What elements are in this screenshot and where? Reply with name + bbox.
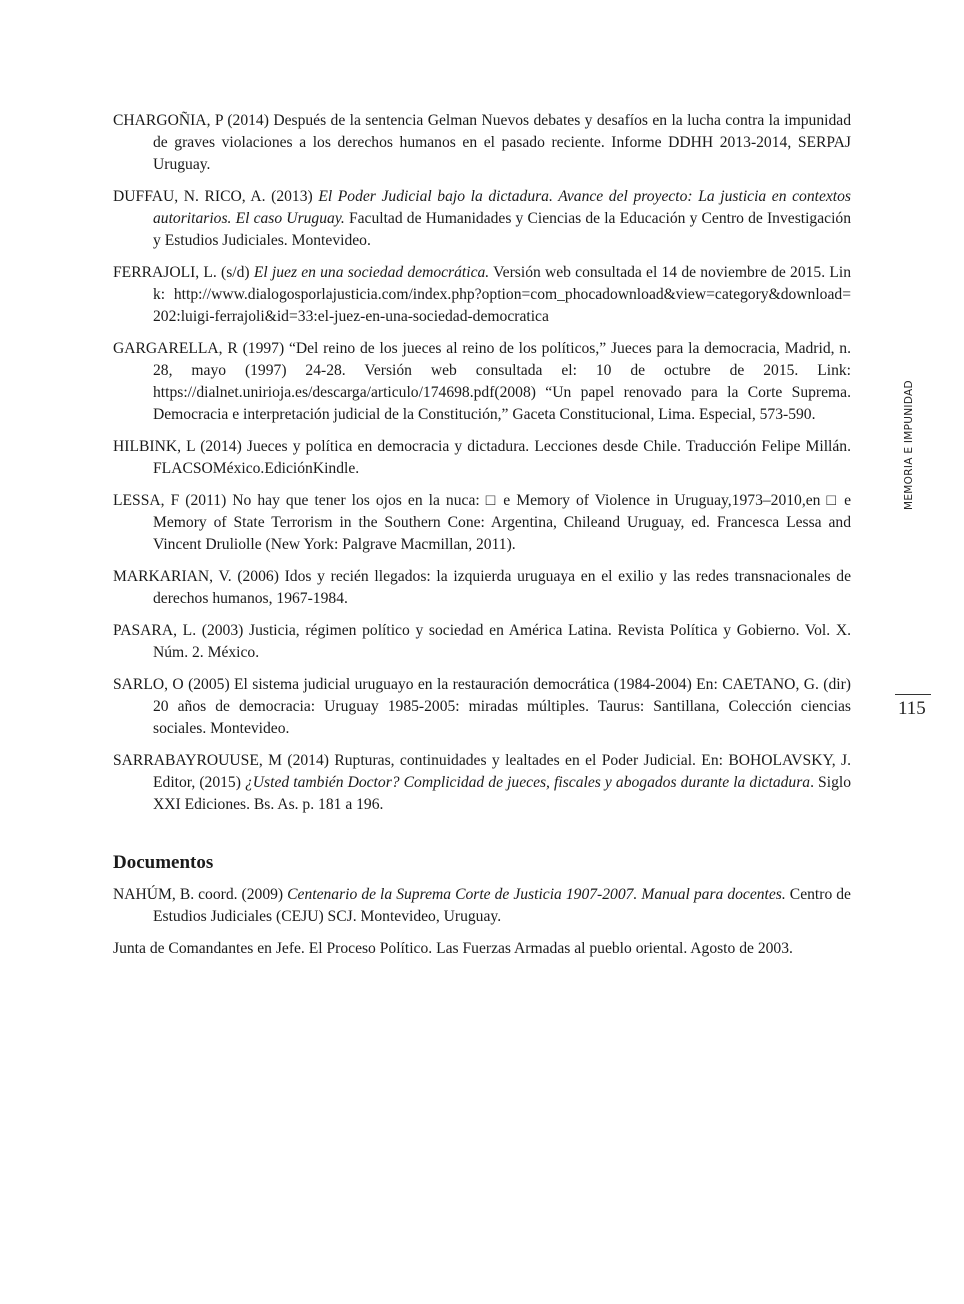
reference-text: LESSA, F (2011) No hay que tener los ojos en la nuca: □ e Memory of Violence in Uruguay,1973–2010,en □ e Memory of State Terrorism in the Southern Cone: Argentina, Chileand Uruguay, ed. Francesca Lessa and Vincent Druliolle (New York: Palgrave Macmillan, 2011). — [113, 492, 851, 553]
reference-item — [113, 566, 851, 610]
reference-item — [113, 110, 851, 176]
reference-item — [113, 186, 851, 252]
running-section-label: MEMORIA E IMPUNIDAD — [903, 380, 915, 510]
reference-text: NAHÚM, B. coord. (2009) — [113, 886, 288, 903]
reference-text: Versión web consultada el 14 de noviembre de 2015. Link: http://www.dialogosporlajusticia.com/index.php?option=com_phocadownload&view=category&download=202:luigi-ferrajoli&id=33:el-juez-en-una-sociedad-democratica — [153, 264, 851, 325]
page-number-rule — [895, 694, 931, 695]
reference-text: DUFFAU, N. RICO, A. (2013) — [113, 188, 319, 205]
reference-item — [113, 436, 851, 480]
page-number: 115 — [898, 698, 926, 719]
reference-item — [113, 262, 851, 328]
reference-text: CHARGOÑIA, P (2014) Después de la sentencia Gelman Nuevos debates y desafíos en la lucha contra la impunidad de graves violaciones a los derechos humanos en el pasado reciente. Informe DDHH 2013-2014, SERPAJ Uruguay. — [113, 112, 851, 173]
reference-text: MARKARIAN, V. (2006) Idos y recién llegados: la izquierda uruguaya en el exilio y las redes transnacionales de derechos humanos, 1967-1984. — [113, 568, 851, 607]
documentos-list — [113, 884, 851, 960]
reference-title: Centenario de la Suprema Corte de Justicia 1907-2007. Manual para docentes. — [287, 886, 786, 903]
reference-text: GARGARELLA, R (1997) “Del reino de los jueces al reino de los políticos,” Jueces para la democracia, Madrid, n. 28, mayo (1997) 24-28. Versión web consultada el: 10 de octubre de 2015. Link: https://dialnet.unirioja.es/descarga/articulo/174698.pdf(2008) “Un papel renovado para la Corte Suprema. Democracia e interpretación judicial de la Constitución,” Gaceta Constitucional, Lima. Especial, 573-590. — [113, 340, 851, 423]
page-content — [113, 110, 851, 970]
document-item-plain: Junta de Comandantes en Jefe. El Proceso Político. Las Fuerzas Armadas al pueblo oriental. Agosto de 2003. — [113, 940, 793, 957]
reference-text: FERRAJOLI, L. (s/d) — [113, 264, 254, 281]
reference-text: SARRABAYROUUSE, M (2014) Rupturas, continuidades y lealtades en el Poder Judicial. En: BOHOLAVSKY, J. Editor, (2015) — [113, 752, 851, 791]
reference-text: SARLO, O (2005) El sistema judicial uruguayo en la restauración democrática (1984-2004) En: CAETANO, G. (dir) 20 años de democracia: Uruguay 1985-2005: miradas múltiples. Taurus: Santillana, Colección ciencias sociales. Montevideo. — [113, 676, 851, 737]
reference-text: Facultad de Humanidades y Ciencias de la Educación y Centro de Investigación y Estudios Judiciales. Montevideo. — [153, 210, 851, 249]
reference-title: ¿Usted también Doctor? Complicidad de jueces, fiscales y abogados durante la dictadura — [245, 774, 811, 791]
reference-item — [113, 750, 851, 816]
references-list — [113, 110, 851, 816]
reference-item — [113, 674, 851, 740]
reference-text: Centro de Estudios Judiciales (CEJU) SCJ. Montevideo, Uruguay. — [153, 886, 851, 925]
reference-text: . Siglo XXI Ediciones. Bs. As. p. 181 a 196. — [153, 774, 851, 813]
reference-title: El Poder Judicial bajo la dictadura. Avance del proyecto: La justicia en contextos autoritarios. El caso Uruguay. — [153, 188, 852, 227]
reference-item — [113, 490, 851, 556]
reference-item — [113, 338, 851, 426]
reference-item — [113, 620, 851, 664]
reference-title: El juez en una sociedad democrática. — [253, 264, 490, 281]
reference-text: HILBINK, L (2014) Jueces y política en democracia y dictadura. Lecciones desde Chile. Traducción Felipe Millán. FLACSOMéxico.EdiciónKindle. — [113, 438, 851, 477]
document-item — [113, 884, 851, 928]
section-heading-documentos: Documentos — [113, 852, 214, 873]
reference-text: PASARA, L. (2003) Justicia, régimen político y sociedad en América Latina. Revista Política y Gobierno. Vol. X. Núm. 2. México. — [113, 622, 851, 661]
